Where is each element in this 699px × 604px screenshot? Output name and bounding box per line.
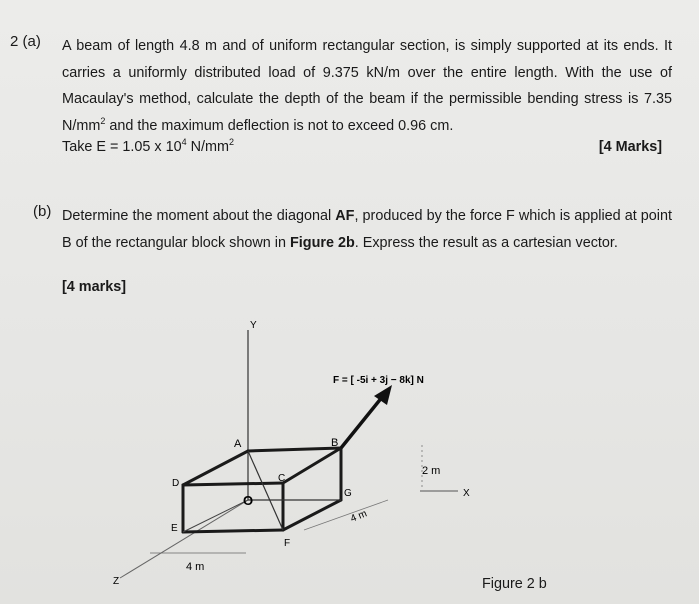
point-b-label: B: [331, 437, 339, 449]
hidden-edge-eo: [183, 500, 248, 532]
axis-label-y: Y: [250, 320, 257, 331]
point-c-label: C: [278, 473, 286, 484]
question-2b-text: Determine the moment about the diagonal AF, produced by the force F which is applied at point B of the rectangular block shown in Figure 2b. Express the result as a cartesian vector.: [62, 208, 673, 251]
marks-label-b: [4 marks]: [62, 279, 126, 295]
point-a-label: A: [234, 438, 242, 450]
point-e-label: E: [171, 523, 178, 534]
diagonal-af: [248, 451, 286, 530]
dim-4m-depth: 4 m: [349, 508, 369, 525]
axis-label-x: X: [463, 488, 470, 499]
part-b-label: (b): [33, 203, 52, 220]
point-o-label: O: [243, 493, 254, 508]
dim-4m-bottom: 4 m: [186, 561, 205, 573]
figure-2b-diagram: [0, 300, 699, 604]
question-number: 2 (a): [10, 33, 41, 50]
figure-caption: Figure 2 b: [482, 576, 547, 592]
point-g-label: G: [344, 488, 352, 499]
force-arrow-shaft: [341, 396, 383, 448]
point-d-label: D: [172, 478, 180, 489]
force-label: F = [ -5i + 3j − 8k] N: [333, 375, 424, 386]
given-modulus-row: Take E = 1.05 x $10^4$ $N/mm^2$ [4 Marks]: [62, 137, 662, 155]
marks-label-a: [4 Marks]: [598, 139, 662, 155]
dim-2m: 2 m: [422, 465, 441, 477]
point-f-label: F: [284, 538, 291, 549]
block-outline: [183, 448, 341, 532]
question-2a-text: A beam of length 4.8 m and of uniform rectangular section, is simply supported at its ends. It carries a uniformly distributed load of 9.375 kN/m over the entire length. With the use of Macaulay's method, calculate the depth of the beam if the permissible bending stress is 7.35 $N/mm^2$ and the maximum deflection is not to exceed 0.96 cm.: [62, 38, 672, 134]
dim-line-4m-z: [304, 500, 388, 530]
axis-label-z: Z: [113, 576, 120, 587]
